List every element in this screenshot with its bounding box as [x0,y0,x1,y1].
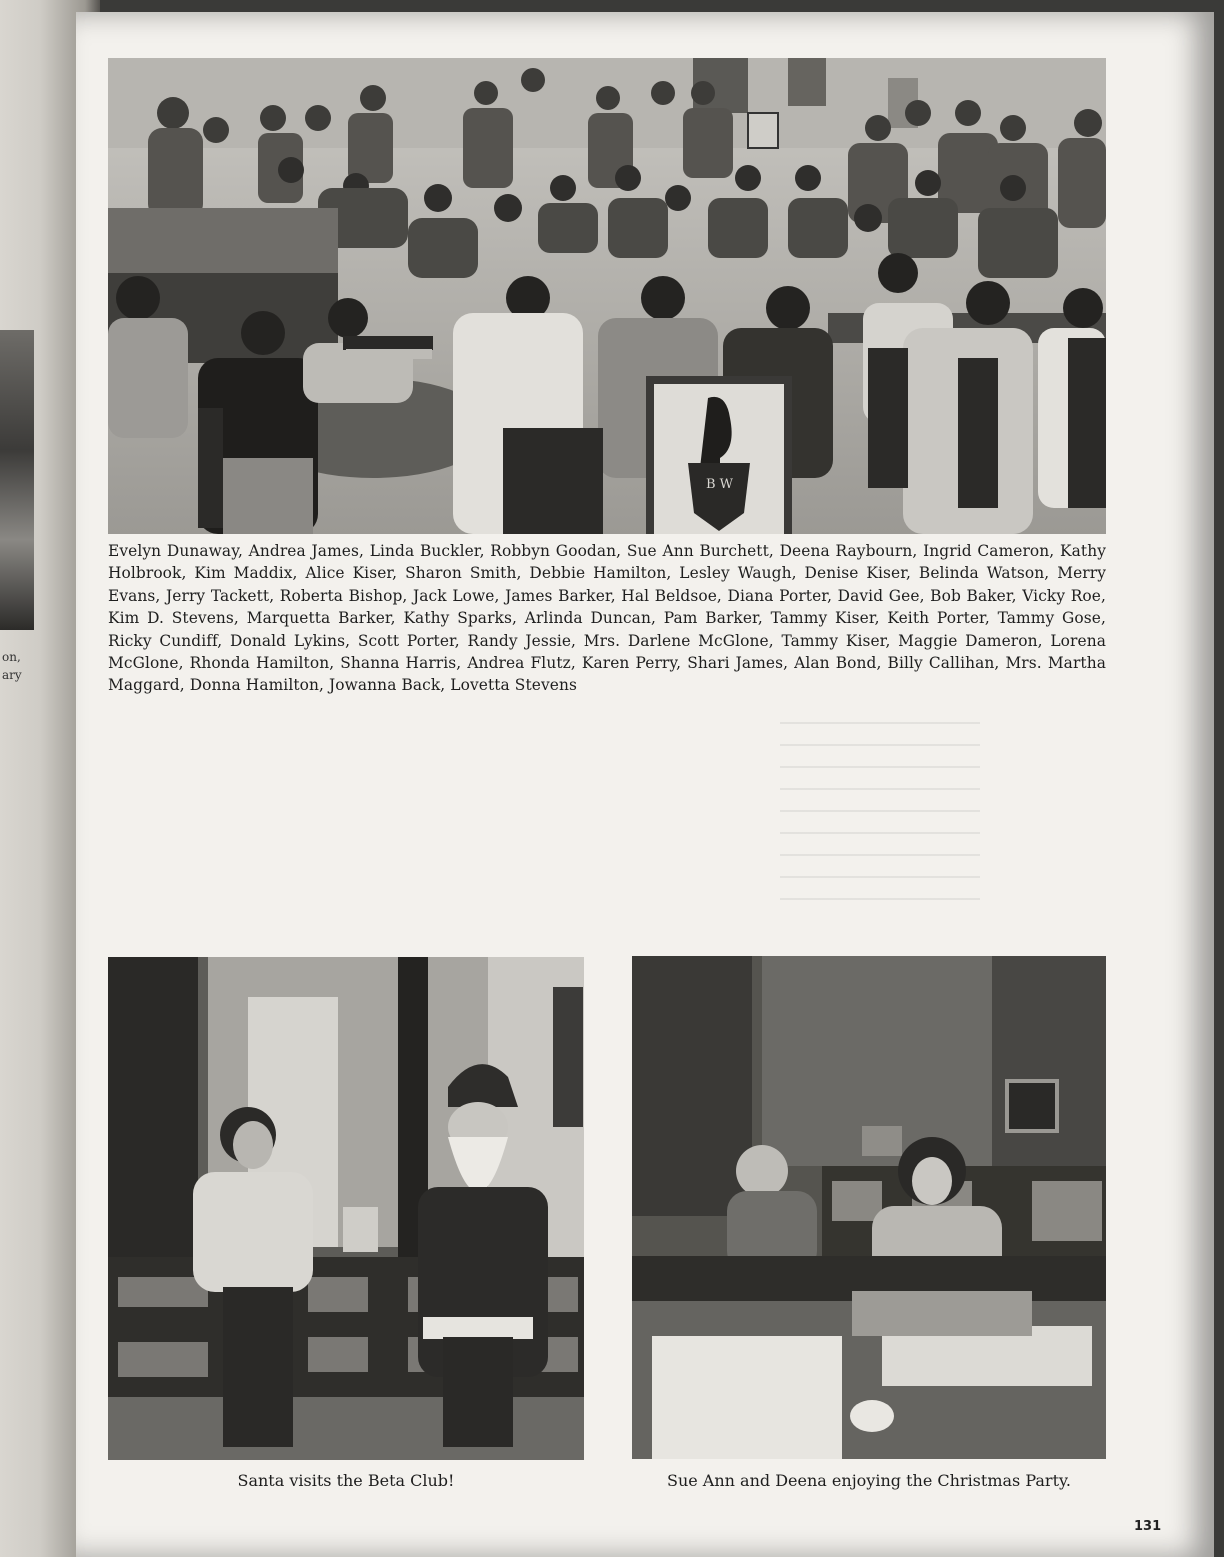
facing-page-photo-fragment [0,330,34,630]
facing-page-text-fragment: on, ary [2,650,22,682]
plaque-letters: B W [706,477,734,492]
page-number: 131 [1134,1519,1162,1534]
group-photo-names: Evelyn Dunaway, Andrea James, Linda Buckler, Robbyn Goodan, Sue Ann Burchett, Deena Raybourn, Ingrid Cameron, Kathy Holbrook, Kim Maddix, Alice Kiser, Sharon Smith, Debbie Hamilton, Lesley Waugh, Denise Kiser, Belinda Watson, Merry Evans, Jerry Tackett, Roberta Bishop, Jack Lowe, James Barker, Hal Beldsoe, Diana Porter, David Gee, Bob Baker, Vicky Roe, Kim D. Stevens, Marquetta Barker, Kathy Sparks, Arlinda Duncan, Pam Barker, Tammy Kiser, Keith Porter, Tammy Gose, Ricky Cundiff, Donald Lykins, Scott Porter, Randy Jessie, Mrs. Darlene McGlone, Tammy Kiser, Maggie Dameron, Lorena McGlone, Rhonda Hamilton, Shanna Harris, Andrea Flutz, Karen Perry, Shari James, Alan Bond, Billy Callihan, Mrs. Martha Maggard, Donna Hamilton, Jowanna Back, Lovetta Stevens [108,542,1106,695]
christmas-party-photo-image [632,956,1106,1459]
group-photo [108,58,1106,534]
santa-photo-caption: Santa visits the Beta Club! [237,1471,455,1490]
christmas-party-caption: Sue Ann and Deena enjoying the Christmas Party. [666,1471,1071,1490]
group-photo-image [108,58,1106,534]
bleed-through-text [780,710,980,900]
santa-photo [108,957,584,1460]
santa-photo-image [108,957,584,1460]
christmas-party-photo [632,956,1106,1459]
